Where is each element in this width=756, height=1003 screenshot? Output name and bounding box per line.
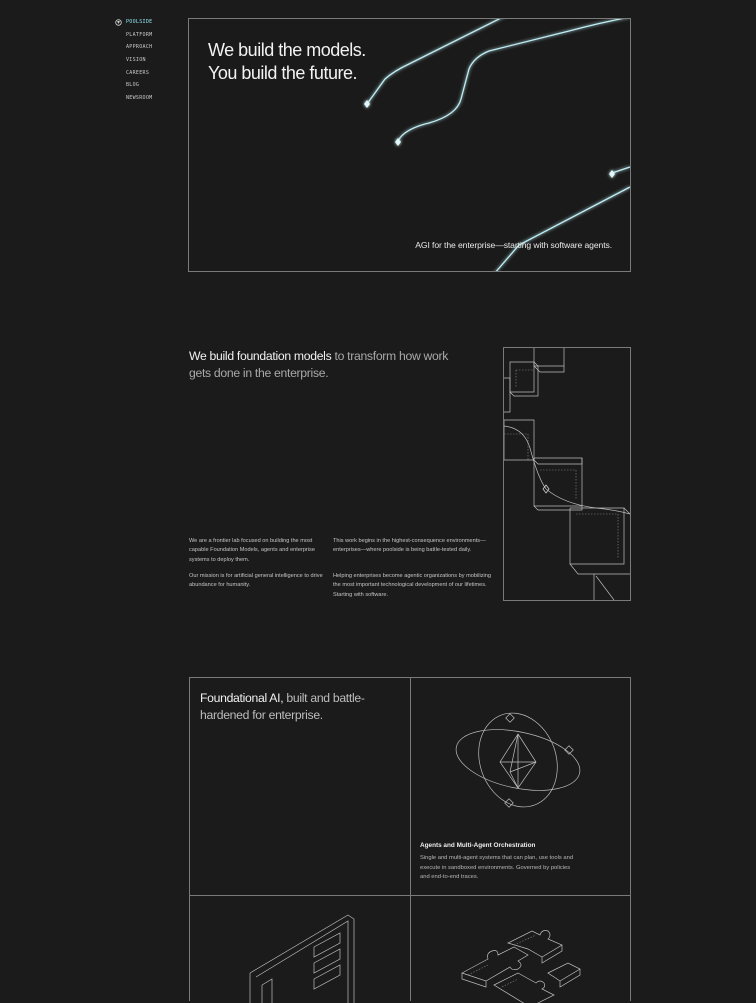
nav-item-label: CAREERS [126,69,150,76]
hero-title [208,39,366,85]
foundation-heading [189,348,449,382]
features-heading-strong: Foundational AI, [200,691,284,705]
foundation-paragraph-2: Our mission is for artificial general intelligence to drive abundance for humanity. [189,573,323,589]
nav-item-label: POOLSIDE [126,19,153,26]
feature-card-title: Agents and Multi-Agent Orchestration [420,842,536,849]
foundation-paragraph-1: We are a frontier lab focused on building the most capable Foundation Models, agents and enterprise systems to deploy them. [189,538,315,563]
grid-divider-vertical [410,678,411,1001]
nav-item-platform[interactable] [115,29,175,42]
foundation-paragraph-3: This work begins in the highest-consequence environments—enterprises—where poolside is being battle-tested daily. [333,538,486,554]
poolside-logo-icon [115,19,126,26]
nav-item-label: VISION [126,57,146,64]
nav-item-blog[interactable] [115,79,175,92]
foundation-heading-strong: We build foundation models [189,349,332,363]
nav-item-poolside[interactable] [115,16,175,29]
features-heading-muted: built and battle-hardened for enterprise. [200,691,365,722]
hero-title-line-2: You build the future. [208,63,357,83]
nav-item-approach[interactable] [115,41,175,54]
tablet-device-illustration [248,913,358,1003]
nav-item-vision[interactable] [115,54,175,67]
grid-divider-horizontal [190,895,630,896]
nav-item-label: BLOG [126,82,140,89]
orbit-diamond-illustration [452,708,587,813]
feature-card-description: Single and multi-agent systems that can plan, use tools and execute in sandboxed environments. Governed by policies and end-to-end traces. [420,855,574,880]
nav-item-newsroom[interactable] [115,92,175,105]
isometric-blocks-illustration [503,347,631,601]
foundation-paragraph-4: Helping enterprises become agentic organizations by mobilizing the most important technological development of our lifetimes. Starting with software. [333,573,491,598]
hero-tagline: AGI for the enterprise—starting with software agents. [415,240,612,250]
hero-panel [188,18,631,272]
nav-item-label: NEWSROOM [126,94,153,101]
sidebar-nav [115,16,175,104]
foundation-heading-muted: to transform how work gets done in the enterprise. [189,349,449,380]
features-heading [200,690,400,724]
nav-item-careers[interactable] [115,66,175,79]
puzzle-pieces-illustration [458,923,583,1003]
nav-item-label: PLATFORM [126,31,153,38]
features-grid [189,677,631,1001]
nav-item-label: APPROACH [126,44,153,51]
hero-title-line-1: We build the models. [208,40,366,60]
